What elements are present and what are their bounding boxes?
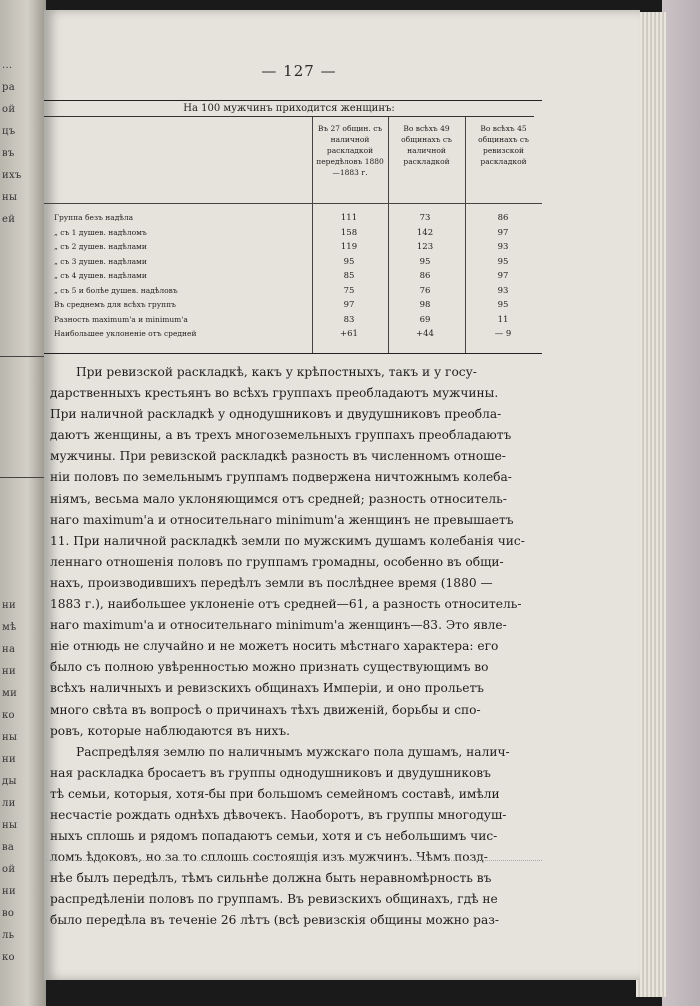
table-divider	[465, 117, 466, 353]
table-cell: 86	[497, 213, 509, 223]
table-cell: 95	[497, 300, 509, 310]
body-text	[50, 362, 548, 932]
facing-page-text: во	[2, 908, 15, 919]
text-line: ніямъ, весьма мало уклоняющимся отъ средней; разность относитель-	[50, 491, 507, 506]
facing-page-text: ихъ	[2, 170, 22, 181]
facing-page-text: на	[2, 644, 16, 655]
text-line: леннаго отношенія половъ по группамъ громадны, особенно въ общи-	[50, 554, 504, 569]
facing-page-text: ль	[2, 930, 15, 941]
text-line: несчастіе рождать однѣхъ дѣвочекъ. Наоборотъ, въ группы многодуш-	[50, 807, 507, 822]
text-line: При наличной раскладкѣ у однодушниковъ и двудушниковъ преобла-	[50, 407, 502, 422]
page-number: — 127 —	[261, 62, 337, 80]
facing-page-table	[0, 356, 46, 478]
page-edges	[636, 12, 666, 997]
text-line: было съ полною увѣренностью можно признать существующимъ во	[50, 660, 489, 675]
facing-page-text: ми	[2, 688, 18, 699]
text-line: наго maximum'a и относительнаго minimum'a женщинъ—83. Это явле-	[50, 618, 507, 633]
table-cell: 93	[497, 285, 509, 296]
facing-page-text: ко	[2, 710, 15, 721]
facing-page	[0, 0, 46, 1006]
facing-page-text: ко	[2, 952, 15, 963]
table-cell: 11	[497, 314, 509, 325]
facing-page-text: мѣ	[2, 622, 17, 633]
text-line: всѣхъ наличныхъ и ревизскихъ общинахъ Имперіи, и оно прольетъ	[50, 681, 484, 696]
facing-page-text: ны	[2, 820, 18, 831]
text-line: ная раскладка бросаетъ въ группы однодушниковъ и двудушниковъ	[50, 765, 491, 780]
facing-page-text: ой	[2, 864, 16, 875]
text-line: 11. При наличной раскладкѣ земли по мужскимъ душамъ колебанія чис-	[50, 533, 525, 548]
text-line: распредѣленіи половъ по группамъ. Въ ревизскихъ общинахъ, гдѣ не	[50, 892, 498, 907]
table-cell: 111	[340, 213, 358, 223]
text-line: даютъ женщины, а въ трехъ многоземельныхъ группахъ преобладаютъ	[50, 428, 512, 443]
facing-page-text: ни	[2, 600, 16, 611]
facing-page-text: цъ	[2, 126, 16, 137]
table-cell: 93	[497, 242, 509, 252]
text-line: Распредѣляя землю по наличнымъ мужскаго пола душамъ, налич-	[76, 744, 510, 759]
table-cell: 119	[340, 242, 358, 252]
table-cell: 97	[497, 271, 509, 281]
statistics-table	[44, 100, 542, 354]
text-line: дарственныхъ крестьянъ во всѣхъ группахъ преобладаютъ мужчины.	[50, 386, 499, 401]
text-line: При ревизской раскладкѣ, какъ у крѣпостныхъ, такъ и у госу-	[76, 365, 477, 379]
table-cell: 95	[343, 256, 355, 267]
bleed-through-rule	[44, 860, 542, 861]
table-cell: 83	[343, 314, 355, 325]
column-header: Во всѣхъ 45 общинахъ съ ревизской раскладкой	[478, 124, 529, 166]
facing-page-text: ны	[2, 732, 18, 743]
table-divider	[312, 117, 313, 353]
table-cell: 85	[343, 271, 355, 281]
table-row-label: „ съ 5 и болѣе душев. надѣловъ	[54, 285, 178, 295]
table-cell: 95	[497, 256, 509, 267]
facing-page-text: ра	[2, 82, 15, 93]
facing-page-text: ей	[2, 214, 16, 225]
facing-page-text: ...	[2, 60, 13, 71]
table-cell: 97	[497, 227, 509, 238]
facing-page-text: ой	[2, 104, 16, 115]
book-page	[44, 10, 640, 980]
text-line: ломъ ѣдоковъ, но за то сплошь состоящія изъ мужчинъ. Чѣмъ позд-	[50, 850, 488, 865]
table-row-label: Въ среднемъ для всѣхъ группъ	[54, 300, 176, 309]
table-row-label: Разность maximum'a и minimum'a	[54, 314, 188, 324]
table-row-label: „ съ 4 душев. надѣлами	[54, 271, 147, 280]
table-cell: 123	[416, 242, 434, 252]
text-line: ныхъ сплошь и рядомъ попадаютъ семьи, хотя и съ небольшимъ чис-	[50, 829, 498, 844]
text-line: 1883 г.), наибольшее уклоненіе отъ средней—61, а разность относитель-	[50, 597, 522, 612]
table-cell: +44	[416, 329, 434, 339]
table-cell: 98	[419, 300, 431, 310]
table-row-label: „ съ 2 душев. надѣлами	[54, 242, 147, 251]
table-cell: 69	[419, 314, 431, 325]
facing-page-text: ни	[2, 666, 16, 677]
text-line: было передѣла въ теченіе 26 лѣтъ (всѣ ревизскія общины можно раз-	[50, 913, 499, 928]
text-line: ніе отнюдь не случайно и не можетъ носить мѣстнаго характера: его	[50, 639, 499, 654]
facing-page-text: ды	[2, 776, 17, 787]
table-cell: 95	[419, 256, 431, 267]
table-row-label: Наибольшее уклоненіе отъ средней	[54, 329, 197, 338]
facing-page-text: ны	[2, 192, 18, 203]
column-header: Во всѣхъ 49 общинахъ съ наличной раскладкой	[401, 124, 452, 166]
table-cell: 142	[416, 227, 434, 238]
table-header-rule	[44, 203, 542, 204]
facing-page-text: въ	[2, 148, 15, 159]
table-cell: 97	[343, 300, 355, 310]
table-cell: 76	[419, 285, 431, 296]
facing-page-text: ли	[2, 798, 16, 809]
text-line: мужчины. При ревизской раскладкѣ разность въ численномъ отноше-	[50, 449, 506, 464]
text-line: наго maximum'a и относительнаго minimum'a женщинъ не превышаетъ	[50, 512, 514, 527]
column-header: Въ 27 общин. съ наличной раскладкой передѣловъ 1880—1883 г.	[316, 124, 384, 177]
table-cell: 158	[340, 227, 358, 238]
table-row-label: „ съ 1 душев. надѣломъ	[54, 227, 147, 237]
text-line: ніи половъ по земельнымъ группамъ подвержена ничтожнымъ колеба-	[50, 470, 512, 485]
text-line: много свѣта въ вопросѣ о причинахъ тѣхъ движеній, борьбы и спо-	[50, 702, 481, 717]
text-line: тѣ семьи, которыя, хотя-бы при большомъ семейномъ составѣ, имѣли	[50, 786, 500, 801]
table-caption: На 100 мужчинъ приходится женщинъ:	[44, 103, 534, 117]
table-cell: 86	[419, 271, 431, 281]
table-row-label: Группа безъ надѣла	[54, 213, 134, 222]
facing-page-text: ни	[2, 754, 16, 765]
text-line: нахъ, производившихъ передѣлъ земли въ послѣднее время (1880 —	[50, 575, 493, 590]
background-surface	[662, 0, 700, 1006]
table-cell: — 9	[494, 329, 512, 339]
table-divider	[388, 117, 389, 353]
table-cell: +61	[340, 329, 358, 339]
facing-page-text: ва	[2, 842, 15, 853]
table-row-label: „ съ 3 душев. надѣлами	[54, 256, 147, 266]
text-line: нѣе былъ передѣлъ, тѣмъ сильнѣе должна быть неравномѣрность въ	[50, 871, 492, 886]
table-cell: 75	[343, 285, 355, 296]
table-cell: 73	[419, 213, 431, 223]
facing-page-text: ни	[2, 886, 16, 897]
text-line: ровъ, которые наблюдаются въ нихъ.	[50, 723, 290, 738]
